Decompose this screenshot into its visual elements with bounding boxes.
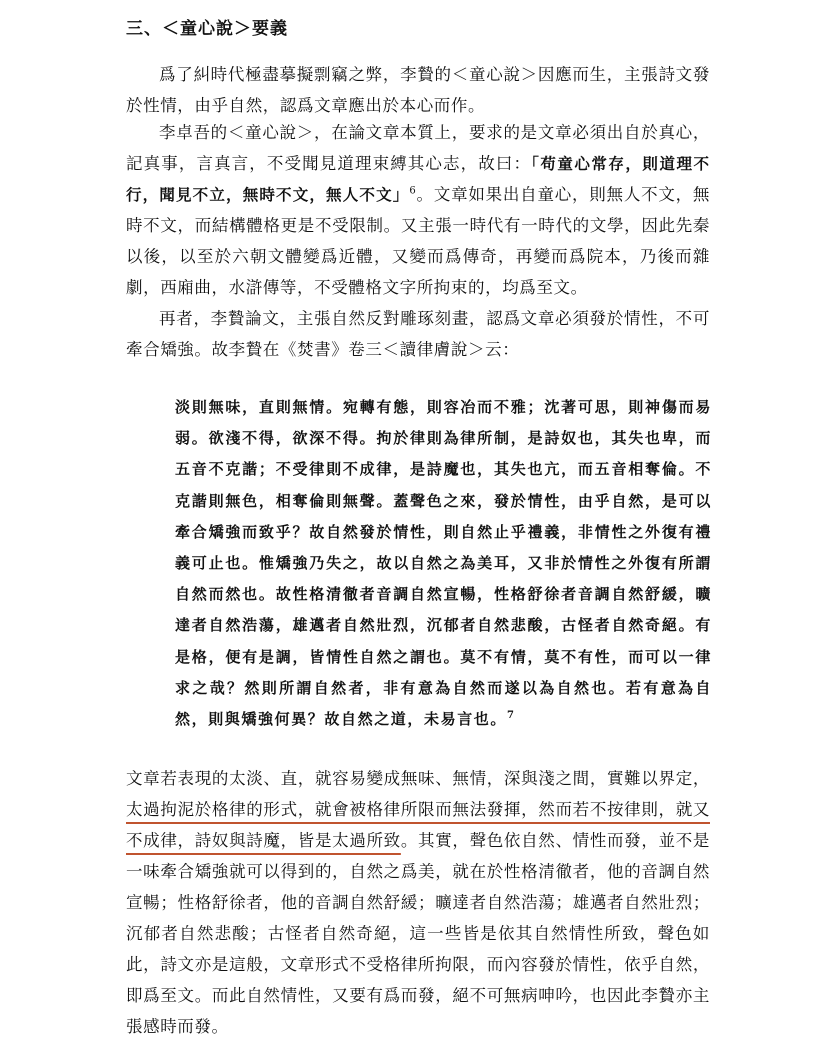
paragraph-rest-text: 。文章如果出自童心，則無人不文，無時不文，而結構體格更是不受限制。又主張一時代有一時代的文學，因此先秦以後，以至於六朝文體變爲近體，又變而爲傳奇，再變而爲院本，乃後而雜劇，西廂曲，水滸傳等，不受體格文字所拘束的，均爲至文。 [126,185,710,297]
footnote-marker: 6 [409,185,417,197]
paragraph-nature: 再者，李贄論文，主張自然反對雕琢刻畫，認爲文章必須發於情性，不可牽合矯強。故李贄在《焚書》卷三＜讀律膚說＞云： [126,309,710,359]
paragraph-lead-text: 文章若表現的太淡、直，就容易變成無味、無情，深與淺之間，實難以界定， [126,769,710,788]
block-quote-text: 淡則無味，直則無情。宛轉有態，則容冶而不雅；沈著可思，則神傷而易弱。欲淺不得，欲深不得。拘於律則為律所制，是詩奴也，其失也卑，而五音不克諧；不受律則不成律，是詩魔也，其失也亢，而五音相奪倫。不克諧則無色，相奪倫則無聲。蓋聲色之來，發於情性，由乎自然，是可以牽合矯強而致乎？故自然發於情性，則自然止乎禮義，非情性之外復有禮義可止也。惟矯強乃失之，故以自然之為美耳，又非於情性之外復有所謂自然而然也。故性格清徹者音調自然宣暢，性格舒徐者音調自然舒緩，曠達者自然浩蕩，雄邁者自然壯烈，沉郁者自然悲酸，古怪者自然奇絕。有是格，便有是調，皆情性自然之謂也。莫不有情，莫不有性，而可以一律求之哉？然則所謂自然者，非有意為自然而遂以為自然也。若有意為自然，則與矯強何異？故自然之道，未易言也。 [175,398,712,729]
inline-quote: 「苟童心常存，則道理不行，聞見不立，無時不文，無人不文」 [126,154,710,204]
block-quote [175,392,712,735]
underlined-highlight: 太過拘泥於格律的形式，就會被格律所限而無法發揮，然而若不按律則，就又不成律，詩奴與詩魔，皆是太過所致 [126,800,710,850]
section-heading: 三、＜童心說＞要義 [126,19,288,39]
paragraph-rest-text: 。其實，聲色依自然、情性而發，並不是一味牽合矯強就可以得到的，自然之爲美，就在於性格清徹者，他的音調自然宣暢；性格舒徐者，他的音調自然舒緩；曠達者自然浩蕩；雄邁者自然壯烈；沉郁者自然悲酸；古怪者自然奇絕，這一些皆是依其自然情性所致，聲色如此，詩文亦是這般，文章形式不受格律所拘限，而內容發於情性，依乎自然，即爲至文。而此自然情性，又要有爲而發，絕不可無病呻吟，也因此李贄亦主張感時而發。 [126,831,710,1036]
paragraph-lead-text: 李卓吾的＜童心說＞，在論文章本質上，要求的是文章必須出自於真心，記真事，言真言，不受聞見道理束縛其心志，故曰： [126,123,710,173]
paragraph-intro: 爲了糾時代極盡摹擬剽竊之弊，李贄的＜童心說＞因應而生，主張詩文發於性情，由乎自然，認爲文章應出於本心而作。 [126,65,710,115]
paragraph-analysis [126,763,710,1042]
paragraph-childlike-heart [126,117,710,303]
footnote-marker: 7 [507,710,516,722]
